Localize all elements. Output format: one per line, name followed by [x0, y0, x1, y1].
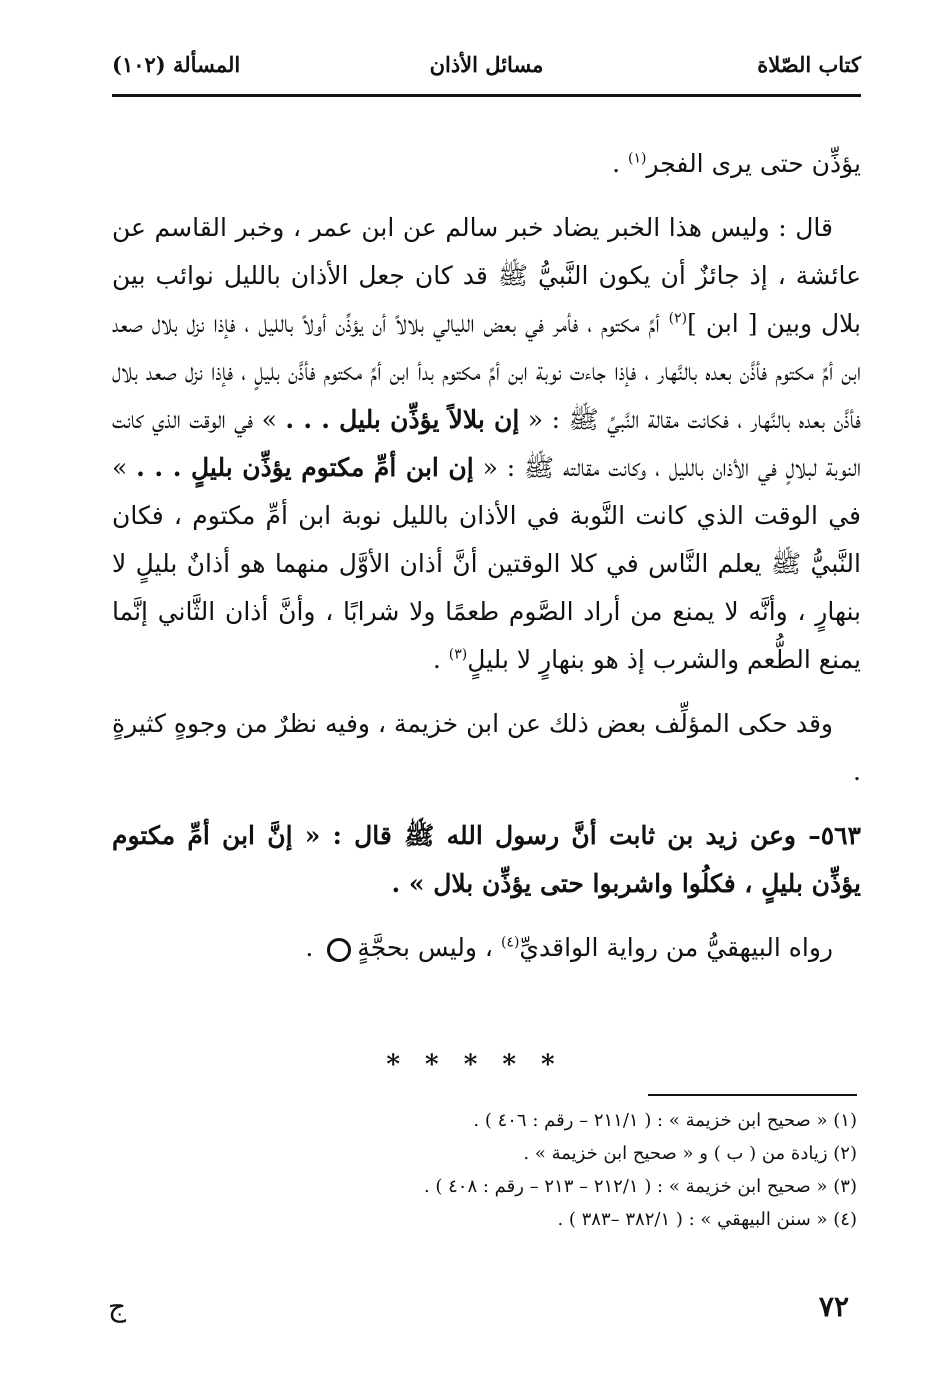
paragraph-1: قال : وليس هذا الخبر يضاد خبر سالم عن ابن عمر ، وخبر القاسم عن عائشة ، إذ جائزٌ أن يكون النَّبيُّ ﷺ قد كان جعل الأذان بالليل نوائب بين بلال وبين [ ابن ]$^{(٢)}$ أمِّ مكتوم ، فأمر في بعض الليالي بلالاً أن يؤذِّن أولاً بالليل ، فإذا نزل بلال صعد ابن أمِّ مكتوم فأذَّن بعده بالنَّهار ، فإذا جاءت نوبة ابن أمِّ مكتوم بدأ ابن أمِّ مكتوم فأذَّن بليلٍ ، فإذا نزل صعد بلال فأذَّن بعده بالنَّهار ، فكانت مقالة النَّبيِّ ﷺ : « إن بلالاً يؤذِّن بليل . . . » في الوقت الذي كانت النوبة لبلالٍ في الأذان بالليل ، وكانت مقالته ﷺ : « إن ابن أمِّ مكتوم يؤذِّن بليلٍ . . . » في الوقت الذي كانت النَّوبة في الأذان بالليل نوبة ابن أمِّ مكتوم ، فكان النَّبيُّ ﷺ يعلم النَّاس في كلا الوقتين أنَّ أذان الأوَّل منهما هو أذانٌ بليلٍ لا بنهارٍ ، وأنَّه لا يمنع من أراد الصَّوم طعمًا ولا شرابًا ، وأنَّ أذان الثَّاني إنَّما يمنع الطُّعم والشرب إذ هو بنهارٍ لا بليلٍ$^{(٣)}$ .: [112, 213, 862, 674]
footnote-3: (٣) « صحيح ابن خزيمة » : ( ٢١٢/١ – ٢١٣ – رقم : ٤٠٨ ) .: [423, 1176, 857, 1197]
running-header: [112, 44, 861, 88]
footnote-rule: [648, 1094, 857, 1096]
footnote-ref-1[interactable]: (١): [628, 150, 647, 167]
paragraph-4: رواه البيهقيُّ من رواية الواقديِّ$^{(٤)}$ ، وليس بحجَّةٍ .: [305, 933, 833, 962]
section-separator: * * * * *: [386, 1050, 563, 1080]
footnote-ref-2[interactable]: (٢): [668, 310, 688, 327]
footnote-ref-3[interactable]: (٣): [448, 646, 468, 663]
hadith-563: ٥٦٣– وعن زيد بن ثابت أنَّ رسول الله ﷺ قال : « إنَّ ابن أمِّ مكتوم يؤذِّن بليلٍ ، فكلُوا واشربوا حتى يؤذِّن بلال » .: [112, 821, 861, 898]
book-title: كتاب الصّلاة: [757, 52, 861, 77]
footnote-2: (٢) زيادة من ( ب ) و « صحيح ابن خزيمة » .: [523, 1143, 857, 1164]
end-of-hadith-circle-icon: [327, 938, 351, 962]
header-rule: [112, 94, 861, 97]
hadith-quote: إن بلالاً يؤذِّن بليل . . .: [285, 405, 520, 434]
footnote-ref-4[interactable]: (٤): [500, 934, 520, 951]
paragraph-0: يؤذِّن حتى يرى الفجر$^{(١)}$ .: [612, 149, 861, 178]
footnote-1: (١) « صحيح ابن خزيمة » : ( ٢١١/١ – رقم : ٤٠٦ ) .: [473, 1110, 857, 1131]
paragraph-2: وقد حكى المؤلِّف بعض ذلك عن ابن خزيمة ، وفيه نظرٌ من وجوهٍ كثيرةٍ .: [112, 709, 861, 786]
page-number: ٧٢: [818, 1290, 849, 1323]
footnotes: [112, 1104, 857, 1236]
chapter-title: مسائل الأذان: [429, 52, 544, 77]
footnote-4: (٤) « سنن البيهقي » : ( ٣٨٢/١ –٣٨٣ ) .: [557, 1209, 857, 1230]
main-text: [112, 140, 861, 988]
signature-mark: ج: [108, 1290, 127, 1323]
issue-number: المسألة (١٠٢): [112, 52, 241, 77]
hadith-quote: إن ابن أمِّ مكتوم يؤذِّن بليلٍ . . .: [136, 453, 474, 482]
hadith-quote: إنَّ ابن أمِّ مكتوم يؤذِّن بليلٍ ، فكلُوا واشربوا حتى يؤذِّن بلال: [112, 821, 861, 898]
